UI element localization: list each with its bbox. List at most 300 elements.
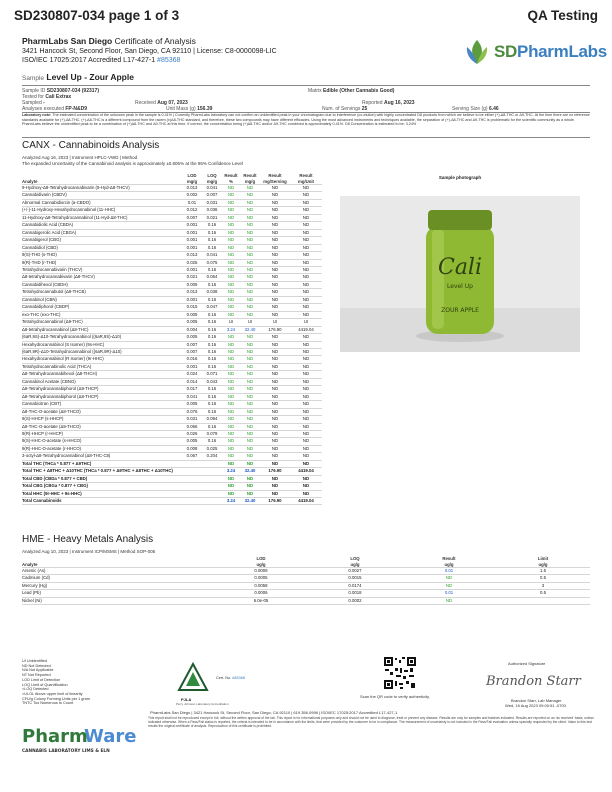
analyte-cell: Δ8-tetrahydrocannabinol (Δ8-THC) (22, 326, 182, 333)
value-cell: ND (290, 348, 322, 355)
value-cell (202, 460, 222, 467)
value-cell: ND (240, 274, 260, 281)
value-cell: 0.064 (202, 274, 222, 281)
value-cell: ND (222, 289, 240, 296)
lab-cert-number: #85368 (157, 57, 181, 64)
column-header: Result ug/g (402, 555, 496, 568)
qr-caption: Scan the QR code to verify authenticity. (360, 694, 430, 699)
value-cell: 0.025 (202, 445, 222, 452)
value-cell: ND (240, 430, 260, 437)
qa-testing-title: QA Testing (527, 8, 598, 23)
value-cell: ND (260, 237, 290, 244)
analyte-cell: Cannabidiol (CBD) (22, 244, 182, 251)
value-cell: ND (222, 222, 240, 229)
legend-item: LOD Limit of Detection (22, 677, 61, 682)
value-cell: 0.001 (182, 237, 202, 244)
table-row (22, 356, 322, 363)
value-cell (202, 498, 222, 505)
value-cell: ND (240, 296, 260, 303)
value-cell: ND (290, 266, 322, 273)
analyte-cell: 9(S)-HHCP (s-HHCP) (22, 416, 182, 423)
value-cell: ND (290, 229, 322, 236)
value-cell: ND (290, 274, 322, 281)
table-row (22, 490, 322, 497)
value-cell: 0.5 (496, 590, 590, 597)
analyte-cell: Δ9-THC-O-acetate (Δ9-THCO) (22, 423, 182, 430)
analyte-cell: (+/-)-11-Hydroxy-Hexahydrocannabinol (11-HHC) (22, 207, 182, 214)
value-cell: 0.16 (202, 229, 222, 236)
value-cell: ND (222, 378, 240, 385)
value-cell: 0.0006 (214, 590, 308, 597)
column-header: LOQ mg/g (202, 172, 222, 185)
pharmware-brand-pharm: Pharm (22, 726, 88, 747)
legend-item: N/A Not Applicable (22, 668, 54, 673)
value-cell: ND (290, 214, 322, 221)
value-cell: ND (240, 281, 260, 288)
laboratory-note (22, 113, 590, 127)
value-cell: 0.16 (202, 311, 222, 318)
value-cell: ND (290, 237, 322, 244)
value-cell: 0.024 (182, 371, 202, 378)
table-row (22, 274, 322, 281)
value-cell: ND (260, 393, 290, 400)
value-cell: 0.026 (182, 430, 202, 437)
value-cell: ND (222, 274, 240, 281)
value-cell: ND (260, 430, 290, 437)
value-cell: ND (240, 199, 260, 206)
value-cell: ND (222, 334, 240, 341)
jar-brand-text: Cali (437, 255, 483, 280)
value-cell: ND (260, 192, 290, 199)
value-cell: ND (240, 237, 260, 244)
canx-uncertainty: The expanded Uncertainty of the Cannabinoid analysis is approximately ±0.806% at the 95% Confidence Level (22, 161, 243, 166)
value-cell: 0.0018 (308, 590, 402, 597)
value-cell: 0.021 (182, 274, 202, 281)
value-cell: ND (290, 416, 322, 423)
value-cell: ND (222, 348, 240, 355)
cannabinoids-table (22, 172, 322, 505)
value-cell: 0.007 (182, 214, 202, 221)
value-cell: ND (260, 490, 290, 497)
matrix: Edible (Other Cannabis Good) (323, 88, 395, 94)
analyte-cell: 3-octyl-Δ8-Tetrahydrocannabinol (Δ8-THC-C8) (22, 453, 182, 460)
value-cell: ND (240, 445, 260, 452)
value-cell: ND (222, 304, 240, 311)
legend-item: <LOQ Detected (22, 687, 49, 692)
table-row (22, 483, 322, 490)
value-cell: ND (290, 378, 322, 385)
value-cell: ND (222, 460, 240, 467)
value-cell: ND (260, 475, 290, 482)
logo-prefix: SD (494, 42, 518, 61)
value-cell: 0.0009 (214, 568, 308, 575)
value-cell: 0.043 (202, 378, 222, 385)
value-cell: 0.01 (402, 590, 496, 597)
value-cell: 0.01 (402, 568, 496, 575)
analyte-cell: 9(S)-THD (s-THD) (22, 252, 182, 259)
table-row (22, 348, 322, 355)
pharmware-logo (18, 718, 148, 758)
table-row (22, 363, 322, 370)
value-cell: ND (290, 304, 322, 311)
analyses: FP-N&D9 (65, 106, 88, 112)
value-cell: 1.5 (496, 568, 590, 575)
value-cell: ND (240, 304, 260, 311)
value-cell: ND (240, 192, 260, 199)
value-cell: ND (222, 483, 240, 490)
value-cell (182, 483, 202, 490)
table-row (22, 475, 322, 482)
value-cell (182, 475, 202, 482)
value-cell: ND (260, 423, 290, 430)
value-cell: 0.013 (182, 185, 202, 192)
pharmware-tagline: CANNABIS LABORATORY LIMS & ELN (22, 749, 110, 754)
value-cell: ND (240, 401, 260, 408)
analyte-cell: 9(S)-HHC-O-acetate (s-HHCO) (22, 438, 182, 445)
table-row (22, 259, 322, 266)
value-cell: 3 (496, 582, 590, 589)
value-cell: 0.01 (182, 199, 202, 206)
analyte-cell: Δ8-Tetrahydrocannabiphorol (Δ8-THCP) (22, 393, 182, 400)
value-cell: 0.041 (202, 252, 222, 259)
value-cell: ND (290, 445, 322, 452)
value-cell: 32.40 (240, 326, 260, 333)
value-cell: ND (240, 475, 260, 482)
value-cell: ND (260, 304, 290, 311)
value-cell: 176.90 (260, 498, 290, 505)
value-cell: ND (240, 348, 260, 355)
value-cell: 0.16 (202, 386, 222, 393)
value-cell: ND (290, 311, 322, 318)
value-cell: ND (240, 356, 260, 363)
value-cell: ND (222, 259, 240, 266)
analyte-cell: Total CBG (CBGa * 0.877 + CBG) (22, 483, 182, 490)
value-cell: ND (290, 430, 322, 437)
value-cell: ND (240, 483, 260, 490)
value-cell: 0.16 (202, 356, 222, 363)
value-cell: ND (240, 207, 260, 214)
analyte-cell: 9(R)-THD (r-THD) (22, 259, 182, 266)
value-cell: ND (222, 438, 240, 445)
value-cell: ND (290, 207, 322, 214)
value-cell: ND (222, 199, 240, 206)
value-cell: 0.076 (182, 408, 202, 415)
table-row (22, 326, 322, 333)
analyte-cell: Total HHC (9r-HHC + 9s-HHC) (22, 490, 182, 497)
footer-address: PharmLabs San Diego | 3421 Hancock St, Second Floor, San Diego, CA 92110 | 619.356.0998 | ISO/IEC 17025:2017 Accredited L17-427-1 (150, 710, 398, 715)
value-cell (182, 498, 202, 505)
value-cell: ND (260, 214, 290, 221)
value-cell: ND (260, 259, 290, 266)
value-cell (182, 460, 202, 467)
value-cell: ND (290, 371, 322, 378)
value-cell: ND (260, 438, 290, 445)
value-cell: 0.007 (182, 341, 202, 348)
table-row (22, 341, 322, 348)
value-cell: ND (260, 460, 290, 467)
value-cell: ND (240, 252, 260, 259)
analyte-cell: Δ8-Tetrahydrocannabihexol (Δ8-THCH) (22, 371, 182, 378)
value-cell: ND (222, 363, 240, 370)
verification-qr-code[interactable] (383, 656, 417, 690)
value-cell: UI (240, 319, 260, 326)
value-cell: 0.16 (202, 296, 222, 303)
value-cell: ND (240, 490, 260, 497)
signature-label: Authorized Signature (508, 661, 546, 666)
value-cell: ND (240, 259, 260, 266)
value-cell: ND (260, 244, 290, 251)
table-row (22, 386, 322, 393)
value-cell: 0.001 (182, 222, 202, 229)
value-cell: ND (240, 363, 260, 370)
analyte-cell: Cannabidihexol (CBDH) (22, 281, 182, 288)
value-cell: ND (260, 222, 290, 229)
analyte-cell: Cannabigerolic Acid (CBGA) (22, 229, 182, 236)
analyte-cell: Lead (Pb) (22, 590, 214, 597)
value-cell: 0.16 (202, 326, 222, 333)
value-cell: ND (290, 386, 322, 393)
value-cell: ND (240, 222, 260, 229)
value-cell: ND (290, 363, 322, 370)
analyte-cell: Abnormal Cannabidiorcin (a-CBDO) (22, 199, 182, 206)
value-cell: 0.007 (182, 348, 202, 355)
table-row (22, 311, 322, 318)
value-cell: ND (222, 207, 240, 214)
analyte-cell: Cannabigerol (CBG) (22, 237, 182, 244)
value-cell: ND (222, 192, 240, 199)
value-cell: ND (290, 423, 322, 430)
leaf-icon (462, 38, 492, 66)
table-row (22, 378, 322, 385)
sample-title (22, 72, 134, 82)
value-cell: ND (222, 185, 240, 192)
tested-for-row: Tested for Cali Extrax (22, 94, 72, 100)
analyte-cell: Cannabidiphorol (CBDP) (22, 304, 182, 311)
value-cell: 0.005 (182, 281, 202, 288)
analyte-cell: Tetrahydrocannabinol (Δ9-THC) (22, 319, 182, 326)
value-cell: ND (290, 453, 322, 460)
value-cell: 0.16 (202, 363, 222, 370)
legend-item: >ULOL Above upper limit of linearity (22, 691, 83, 696)
pjla-accreditation-icon (176, 661, 210, 695)
value-cell: 0.041 (182, 393, 202, 400)
analyte-cell: Tetrahydrocannabivarin (THCV) (22, 266, 182, 273)
value-cell: 0.075 (202, 259, 222, 266)
logo-brand: PharmLabs (517, 42, 607, 61)
value-cell: 6.0e-05 (214, 597, 308, 604)
value-cell: ND (240, 378, 260, 385)
jar-sub-text: Level Up (447, 283, 473, 290)
value-cell: 0.001 (182, 296, 202, 303)
value-cell: 0.001 (182, 363, 202, 370)
table-row (22, 229, 322, 236)
value-cell: ND (260, 334, 290, 341)
column-header: LOD mg/g (182, 172, 202, 185)
value-cell: ND (222, 416, 240, 423)
value-cell: 0.066 (182, 423, 202, 430)
value-cell: ND (222, 371, 240, 378)
analyte-cell: Hexahydrocannabinol (S Isomer) (9s-HHC) (22, 341, 182, 348)
value-cell: ND (260, 281, 290, 288)
sample-id: SD230807-034 (92317) (46, 88, 99, 94)
sample-name: Level Up - Zour Apple (46, 72, 134, 82)
analyte-cell: 9(R)-HHC-O-acetate (r-HHCO) (22, 445, 182, 452)
value-cell (202, 475, 222, 482)
legend-item: NT Not Reported (22, 673, 51, 678)
value-cell: 0.005 (182, 334, 202, 341)
table-row (22, 371, 322, 378)
signer-name: Brandon Starr, Lab Manager (511, 698, 562, 703)
canx-title: CANX - Cannabinoids Analysis (22, 140, 160, 151)
table-row (22, 252, 322, 259)
value-cell: 32.40 (240, 498, 260, 505)
value-cell: UI (290, 319, 322, 326)
value-cell: ND (260, 356, 290, 363)
value-cell: 0.0058 (214, 582, 308, 589)
value-cell: ND (290, 460, 322, 467)
value-cell: 0.036 (202, 207, 222, 214)
doc-type: Certificate of Analysis (114, 36, 196, 46)
value-cell: ND (290, 281, 322, 288)
analyte-cell: Tetrahydrocannabinolic Acid (THCA) (22, 363, 182, 370)
value-cell: ND (240, 371, 260, 378)
value-cell: ND (222, 401, 240, 408)
value-cell: ND (240, 266, 260, 273)
value-cell: ND (222, 229, 240, 236)
footer-disclaimer: This report shall not be reproduced except in full, without the written approval of the lab. This report is for informational purposes only and should not be used to diagnose, treat or prevent any disease. Results are only for samples and batches indicated. Results are reported on an 'as received' basis, unless indicated otherwise. When a Pass/Fail status is reported, the criteria is intended to be in accordance with the limits, that were provided by the customer to be in compliance. The measurement of uncertainty is not included in the Pass/Fail evaluation unless specially requested by the client. Value to this test results the original certificate of analysis. Reproduction of this certificate is prohibited. (148, 716, 594, 728)
table-row (22, 498, 322, 505)
value-cell: ND (290, 185, 322, 192)
value-cell: 0.16 (202, 408, 222, 415)
value-cell (202, 490, 222, 497)
analyte-cell: Arsenic (As) (22, 568, 214, 575)
value-cell: 0.005 (182, 311, 202, 318)
value-cell: ND (260, 453, 290, 460)
value-cell: ND (240, 408, 260, 415)
value-cell: 3.24 (222, 498, 240, 505)
table-row (22, 582, 590, 589)
analyte-cell: 9(R)-HHCP (r-HHCP) (22, 430, 182, 437)
serving-size-row: Serving Size (g) 6.46 (452, 106, 499, 112)
value-cell (202, 483, 222, 490)
lab-iso: ISO/IEC 17025:2017 Accredited L17-427-1 (22, 57, 156, 64)
table-row (22, 185, 322, 192)
value-cell: 0.079 (202, 430, 222, 437)
value-cell: ND (240, 423, 260, 430)
value-cell: 176.90 (260, 468, 290, 475)
value-cell: 0.005 (182, 438, 202, 445)
value-cell: ND (290, 408, 322, 415)
value-cell: ND (240, 229, 260, 236)
received: Aug 07, 2023 (157, 100, 188, 106)
value-cell (182, 490, 202, 497)
table-row (22, 430, 322, 437)
pjla-subtitle: Perry Johnson Laboratory Accreditation (176, 702, 229, 706)
value-cell: ND (240, 214, 260, 221)
reported-row: Reported Aug 16, 2023 (362, 100, 415, 106)
value-cell: 0.16 (202, 393, 222, 400)
value-cell: ND (222, 393, 240, 400)
value-cell: 0.16 (202, 348, 222, 355)
column-header: Result mg/g (240, 172, 260, 185)
legend-item: TNTC Too Numerous to Count (22, 701, 74, 706)
value-cell: 0.041 (202, 185, 222, 192)
value-cell: 0.001 (182, 244, 202, 251)
value-cell: 4419.04 (290, 498, 322, 505)
column-header: Analyte (22, 172, 182, 185)
value-cell: ND (260, 252, 290, 259)
heavy-metals-table (22, 555, 590, 605)
column-header: LOQ ug/g (308, 555, 402, 568)
value-cell: 0.0174 (308, 582, 402, 589)
value-cell: 0.094 (202, 416, 222, 423)
value-cell: 0.021 (202, 214, 222, 221)
value-cell: ND (402, 575, 496, 582)
table-row (22, 401, 322, 408)
value-cell: ND (290, 199, 322, 206)
lab-info (22, 37, 277, 66)
value-cell: ND (290, 490, 322, 497)
value-cell: 0.0002 (308, 597, 402, 604)
sampled-row: Sampled - (22, 100, 45, 106)
note-label: Laboratory note: (22, 113, 52, 117)
value-cell (496, 597, 590, 604)
table-row (22, 334, 322, 341)
value-cell: ND (222, 386, 240, 393)
value-cell: 0.047 (202, 304, 222, 311)
value-cell: 0.0015 (308, 575, 402, 582)
canx-subtitle (22, 155, 243, 167)
column-header: Result mg/Unit (290, 172, 322, 185)
jar-flavor-text: ZOUR APPLE (441, 307, 479, 314)
value-cell: 0.16 (202, 319, 222, 326)
value-cell: ND (290, 289, 322, 296)
value-cell: 0.16 (202, 438, 222, 445)
reported: Aug 16, 2023 (383, 100, 415, 106)
value-cell: 0.001 (182, 266, 202, 273)
table-row (22, 468, 322, 475)
table-row (22, 281, 322, 288)
value-cell: 0.16 (202, 341, 222, 348)
value-cell: ND (260, 401, 290, 408)
serving-size: 6.46 (488, 106, 499, 112)
analyte-cell: exo-THC (exo-THC) (22, 311, 182, 318)
product-jar-image (340, 196, 580, 352)
value-cell: 0.007 (202, 192, 222, 199)
handwritten-signature: Brandon Starr (486, 674, 581, 689)
sample-id-row: Sample ID SD230807-034 (92317) (22, 88, 99, 94)
value-cell: ND (222, 341, 240, 348)
column-header: Analyte (22, 555, 214, 568)
value-cell: ND (222, 296, 240, 303)
value-cell: ND (240, 453, 260, 460)
value-cell: 0.005 (182, 319, 202, 326)
value-cell: ND (260, 199, 290, 206)
pharmware-brand-ware: Ware (84, 726, 137, 747)
value-cell: 0.16 (202, 266, 222, 273)
analyte-cell: 11-Hydroxy-Δ8-Tetrahydrocannabinol (11-Hyd-Δ8-THC) (22, 214, 182, 221)
value-cell: ND (260, 266, 290, 273)
value-cell: ND (240, 460, 260, 467)
table-row (22, 244, 322, 251)
value-cell: ND (240, 289, 260, 296)
value-cell: ND (260, 386, 290, 393)
unit-mass: 156.39 (197, 106, 213, 112)
analyte-cell: Δ9-Tetrahydrocannabiphorol (Δ9-THCP) (22, 386, 182, 393)
table-row (22, 445, 322, 452)
analyte-cell: (6aR,9R)-Δ10-Tetrahydrocannabinol ((6aR,9R)-Δ10) (22, 348, 182, 355)
value-cell: ND (222, 244, 240, 251)
